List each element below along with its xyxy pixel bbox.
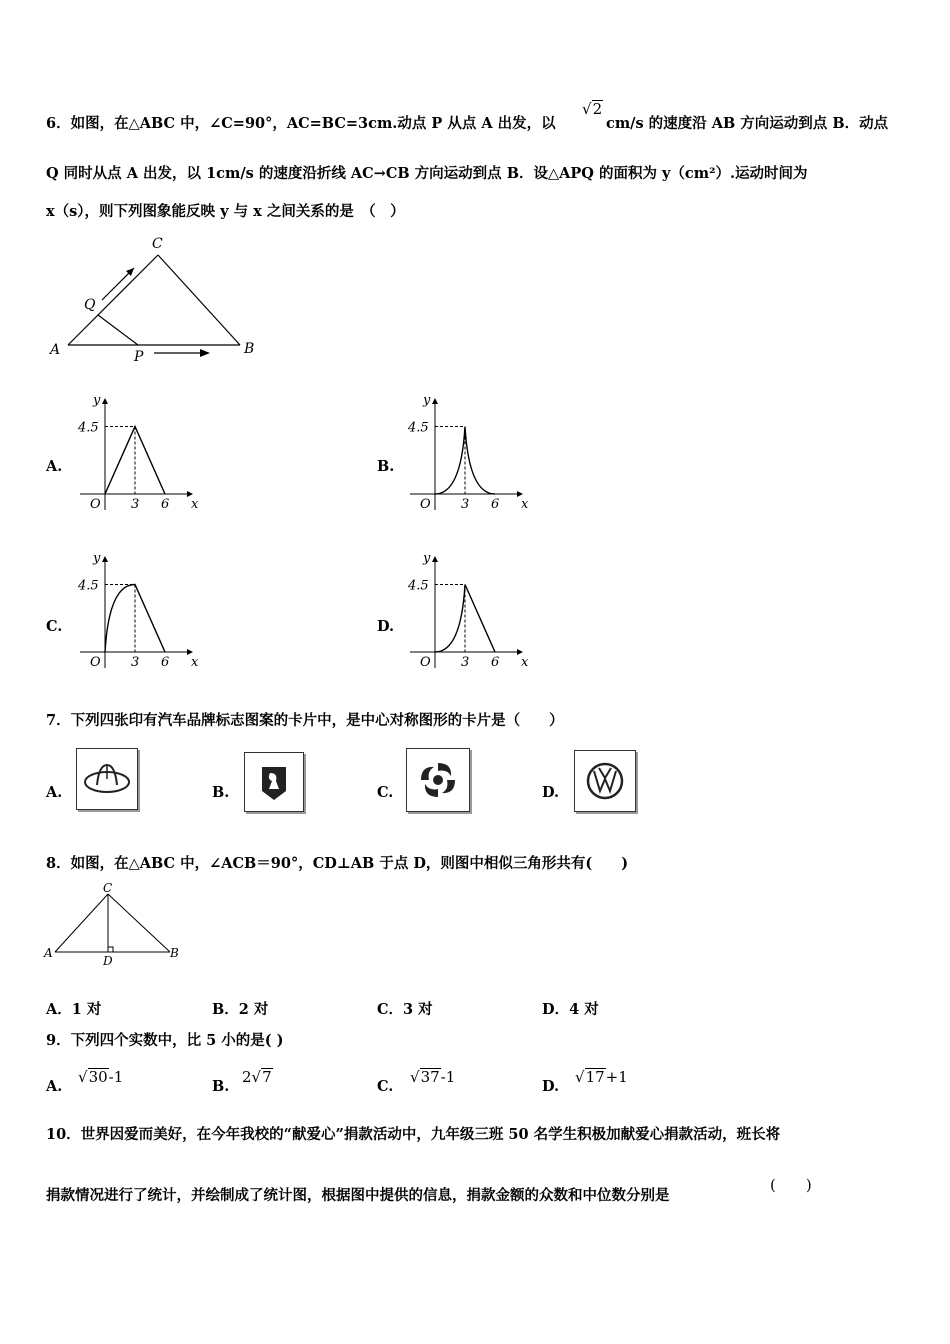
q7-stem: 7．下列四张印有汽车品牌标志图案的卡片中，是中心对称图形的卡片是（ ）: [46, 712, 564, 729]
q7-card-a: [76, 748, 138, 810]
q9-c-radicand: 37: [420, 1068, 440, 1086]
y-tick-4-5: 4.5: [408, 420, 429, 436]
q6-graph-c: [70, 550, 210, 670]
q9-b-coef: 2: [242, 1068, 252, 1086]
q8-label-a: A: [44, 946, 53, 960]
y-axis-arrow: [102, 398, 108, 404]
x-tick-6: 6: [491, 655, 500, 670]
q7-option-d-label: D.: [542, 784, 560, 801]
q9-option-b-label: B.: [212, 1078, 230, 1095]
q9-stem: 9．下列四个实数中，比 5 小的是( ): [46, 1032, 284, 1049]
q7-card-d: [574, 750, 636, 812]
q9-option-a-value: √30-1: [78, 1068, 124, 1086]
x-tick-6: 6: [491, 497, 500, 512]
q6-option-a-label: A.: [46, 458, 63, 475]
shield-logo-icon: [245, 753, 303, 811]
q9-option-b-value: 2√7: [242, 1068, 272, 1086]
q10-line2: 捐款情况进行了统计，并绘制成了统计图，根据图中提供的信息，捐款金额的众数和中位数分别是: [46, 1187, 670, 1204]
q6-option-d-label: D.: [377, 618, 395, 635]
q6-triangle-figure: [40, 235, 270, 365]
q9-option-c-label: C.: [377, 1078, 394, 1095]
q9-option-a-label: A.: [46, 1078, 63, 1095]
q6-label-a: A: [50, 342, 61, 358]
q10-paren: ( ): [770, 1176, 812, 1194]
q8-label-d: D: [103, 954, 113, 968]
q6-label-b: B: [244, 341, 255, 357]
q6-sqrt2-radicand: 2: [592, 100, 603, 118]
origin-label: O: [90, 655, 101, 670]
q9-option-d-value: √17+1: [575, 1068, 628, 1086]
q9-option-d-label: D.: [542, 1078, 560, 1095]
q6-line1-a: 6．如图，在△ABC 中，∠C=90°，AC=BC=3cm.动点 P 从点 A 出发，以: [46, 115, 556, 132]
x-tick-3: 3: [131, 497, 140, 512]
y-tick-4-5: 4.5: [408, 578, 429, 594]
q6-line3: x（s），则下列图象能反映 y 与 x 之间关系的是 （ ）: [46, 203, 405, 220]
origin-label: O: [420, 655, 431, 670]
x-tick-3: 3: [131, 655, 140, 670]
q8-triangle-figure: [40, 882, 190, 967]
y-axis-label: y: [93, 393, 101, 408]
q6-line2: Q 同时从点 A 出发，以 1cm/s 的速度沿折线 AC→CB 方向运动到点 B．设△APQ 的面积为 y（cm²）.运动时间为: [46, 165, 808, 182]
y-axis-arrow: [432, 398, 438, 404]
x-tick-3: 3: [461, 655, 470, 670]
y-axis-label: y: [93, 551, 101, 566]
q7-option-b-label: B.: [212, 784, 230, 801]
q9-d-radicand: 17: [585, 1068, 605, 1086]
x-axis-label: x: [191, 655, 199, 670]
origin-label: O: [90, 497, 101, 512]
q9-c-tail: -1: [440, 1068, 456, 1086]
x-axis-label: x: [521, 497, 529, 512]
x-tick-6: 6: [161, 497, 170, 512]
vw-logo-icon: [575, 751, 635, 811]
y-axis-arrow: [102, 556, 108, 562]
y-tick-4-5: 4.5: [78, 578, 99, 594]
q7-option-c-label: C.: [377, 784, 394, 801]
q8-option-c: C．3 对: [377, 1001, 433, 1018]
q6-graph-a: [70, 392, 210, 512]
q9-a-radicand: 30: [88, 1068, 108, 1086]
y-axis-arrow: [432, 556, 438, 562]
q6-graph-d: [400, 550, 540, 670]
y-axis-label: y: [423, 393, 431, 408]
q6-sqrt2: √2: [582, 100, 603, 118]
origin-label: O: [420, 497, 431, 512]
x-axis-label: x: [191, 497, 199, 512]
q8-label-b: B: [170, 946, 179, 960]
q10-line1: 10．世界因爱而美好，在今年我校的“献爱心”捐款活动中，九年级三班 50 名学生积极加献爱心捐款活动，班长将: [46, 1126, 781, 1143]
q7-card-b: [244, 752, 304, 812]
q6-label-p: P: [134, 349, 144, 365]
q8-label-c: C: [103, 881, 113, 895]
q6-graph-b: [400, 392, 540, 512]
q6-label-q: Q: [84, 297, 96, 313]
swirl-logo-icon: [407, 749, 469, 811]
q6-option-c-label: C.: [46, 618, 63, 635]
q9-a-tail: -1: [108, 1068, 124, 1086]
q9-option-c-value: √37-1: [410, 1068, 456, 1086]
q8-option-b: B．2 对: [212, 1001, 269, 1018]
q8-option-d: D．4 对: [542, 1001, 599, 1018]
x-tick-6: 6: [161, 655, 170, 670]
q8-stem: 8．如图，在△ABC 中，∠ACB＝90°，CD⊥AB 于点 D，则图中相似三角形共有( ): [46, 855, 629, 872]
x-tick-3: 3: [461, 497, 470, 512]
q9-d-tail: +1: [605, 1068, 628, 1086]
hat-logo-icon: [77, 749, 137, 809]
q8-option-a: A．1 对: [46, 1001, 102, 1018]
q7-card-c: [406, 748, 470, 812]
q9-b-radicand: 7: [262, 1068, 272, 1086]
q6-line1-b: cm/s 的速度沿 AB 方向运动到点 B．动点: [606, 115, 889, 132]
q7-option-a-label: A.: [46, 784, 63, 801]
q6-option-b-label: B.: [377, 458, 395, 475]
x-axis-label: x: [521, 655, 529, 670]
q6-label-c: C: [152, 236, 163, 252]
y-axis-label: y: [423, 551, 431, 566]
y-tick-4-5: 4.5: [78, 420, 99, 436]
